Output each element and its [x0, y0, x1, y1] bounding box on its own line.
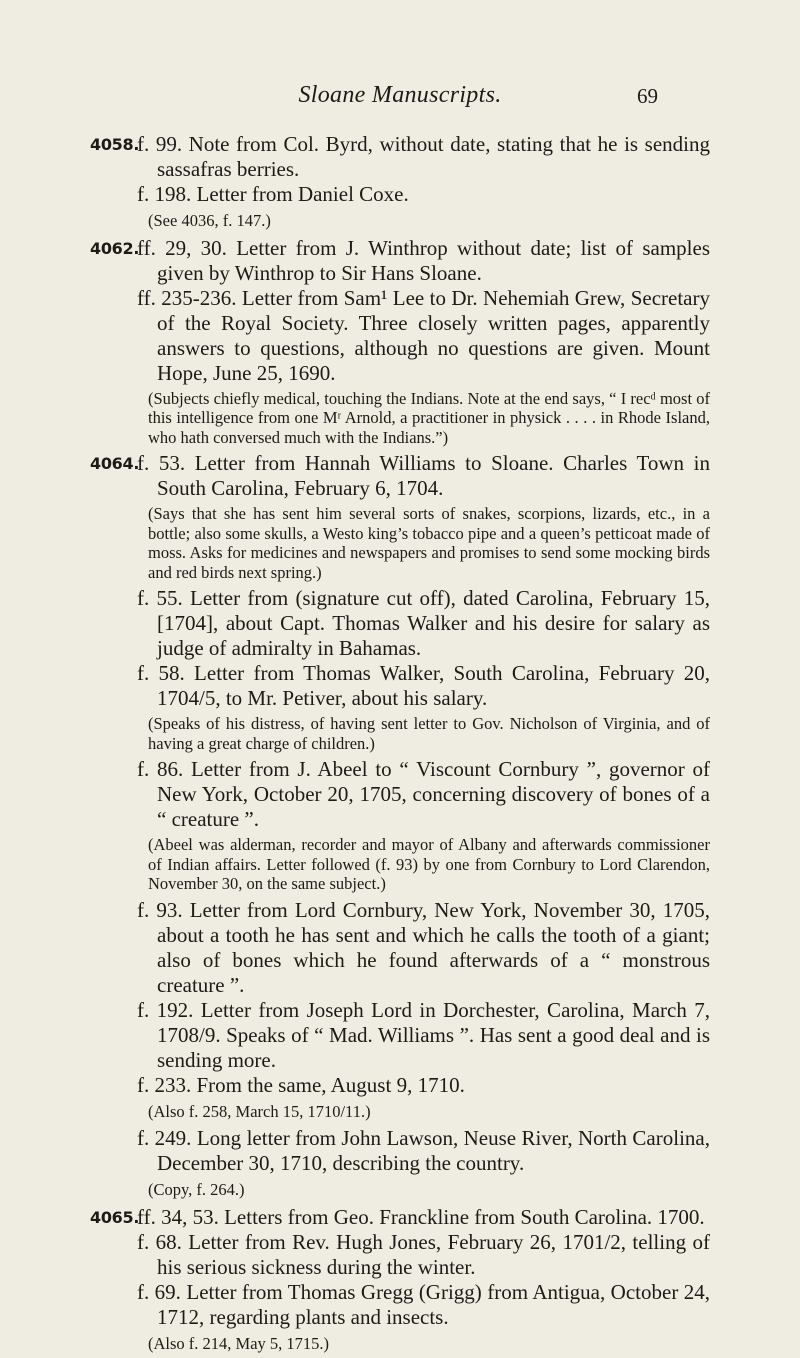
page-header: [0, 82, 800, 118]
editorial-note: (Also f. 214, May 5, 1715.): [148, 1333, 330, 1353]
editorial-note: (Abeel was alderman, recorder and mayor of Albany and afterwards commissioner of Indian affairs. Letter followed (f. 93) by one from Cornbury to Lord Clarendon, November 30, on the same subject.): [148, 835, 710, 893]
manuscript-item: f. 53. Letter from Hannah Williams to Sloane. Charles Town in South Carolina, February 6, 1704.: [137, 451, 710, 500]
manuscript-item: f. 233. From the same, August 9, 1710.: [137, 1072, 465, 1097]
manuscript-item: f. 93. Letter from Lord Cornbury, New York, November 30, 1705, about a tooth he has sent and which he calls the tooth of a giant; also of bones which he found afterwards of a “ monstrous creature ”.: [137, 897, 710, 997]
catalogue-entry-4058: [90, 132, 710, 231]
manuscript-item: ff. 29, 30. Letter from J. Winthrop without date; list of samples given by Winthrop to Sir Hans Sloane.: [137, 235, 710, 285]
manuscript-item: f. 249. Long letter from John Lawson, Neuse River, North Carolina, December 30, 1710, describing the country.: [137, 1126, 710, 1175]
manuscript-item: ff. 34, 53. Letters from Geo. Franckline from South Carolina. 1700.: [137, 1204, 705, 1229]
catalogue-entry-4065: [90, 1205, 710, 1354]
editorial-note: (Subjects chiefly medical, touching the Indians. Note at the end says, “ I recᵈ most of this intelligence from one Mʳ Arnold, a practitioner in physick . . . . in Rhode Island, who hath conversed much with the Indians.”): [148, 388, 710, 447]
editorial-note: (Copy, f. 264.): [148, 1180, 245, 1199]
manuscript-item: f. 58. Letter from Thomas Walker, South Carolina, February 20, 1704/5, to Mr. Petiver, about his salary.: [137, 661, 710, 710]
manuscript-item: f. 68. Letter from Rev. Hugh Jones, February 26, 1701/2, telling of his serious sickness during the winter.: [137, 1229, 710, 1279]
editorial-note: (Also f. 258, March 15, 1710/11.): [148, 1101, 371, 1121]
catalogue-entry-4062: [90, 236, 710, 448]
manuscript-item: f. 192. Letter from Joseph Lord in Dorchester, Carolina, March 7, 1708/9. Speaks of “ Mad. Williams ”. Has sent a good deal and is sending more.: [137, 997, 710, 1072]
entry-number: 4062.: [90, 238, 140, 258]
editorial-note: (Speaks of his distress, of having sent letter to Gov. Nicholson of Virginia, and of having a great charge of children.): [148, 714, 710, 753]
manuscript-item: ff. 235-236. Letter from Sam¹ Lee to Dr. Nehemiah Grew, Secretary of the Royal Society. Three closely written pages, apparently answers to questions, although no questions are given. Mount Hope, June 25, 1690.: [137, 285, 710, 385]
editorial-note: (See 4036, f. 147.): [148, 211, 271, 230]
page-number: 69: [637, 84, 658, 108]
entry-number: 4064.: [90, 454, 140, 473]
manuscript-item: f. 99. Note from Col. Byrd, without date, stating that he is sending sassafras berries.: [137, 132, 710, 181]
editorial-note: (Says that she has sent him several sorts of snakes, scorpions, lizards, etc., in a bottle; also some skulls, a Westo king’s tobacco pipe and a queen’s petticoat made of moss. Asks for medicines and newspapers and promises to send some mocking birds and red birds next spring.): [148, 504, 710, 582]
manuscript-item: f. 86. Letter from J. Abeel to “ Viscount Cornbury ”, governor of New York, October 20, 1705, concerning discovery of bones of a “ creature ”.: [137, 757, 710, 831]
catalogue-body: [90, 132, 710, 1358]
catalogue-entry-4064: [90, 451, 710, 1200]
manuscript-item: f. 55. Letter from (signature cut off), dated Carolina, February 15, [1704], about Capt. Thomas Walker and his desire for salary as judge of admiralty in Bahamas.: [137, 586, 710, 660]
entry-number: 4058.: [90, 135, 140, 154]
entry-number: 4065.: [90, 1207, 140, 1227]
manuscript-item: f. 198. Letter from Daniel Coxe.: [137, 182, 409, 206]
running-title: Sloane Manuscripts.: [298, 82, 502, 108]
manuscript-item: f. 69. Letter from Thomas Gregg (Grigg) from Antigua, October 24, 1712, regarding plants and insects.: [137, 1279, 710, 1329]
